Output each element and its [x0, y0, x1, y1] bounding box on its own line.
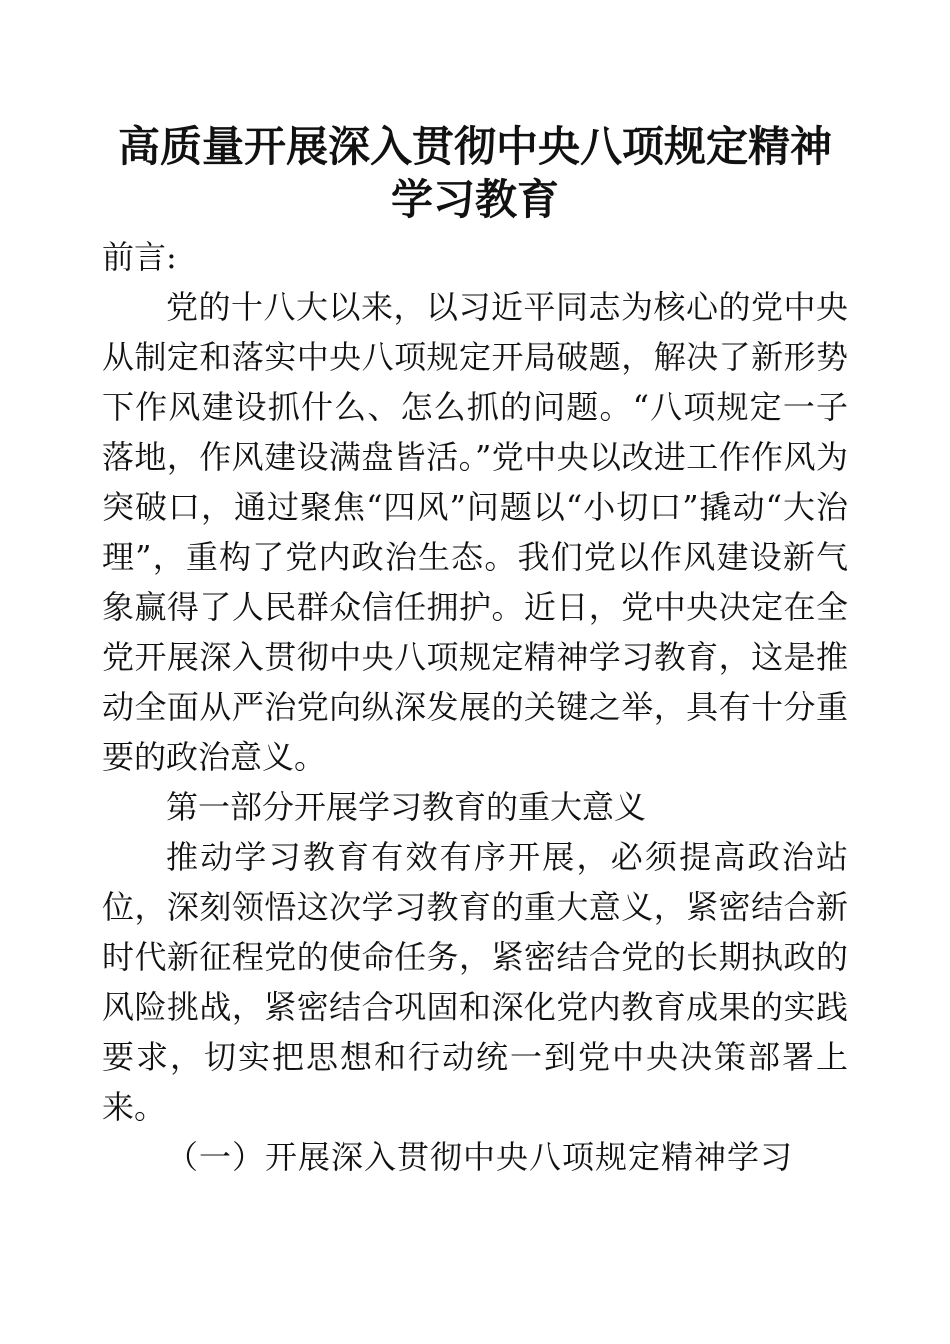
paragraph-significance: 推动学习教育有效有序开展，必须提高政治站位，深刻领悟这次学习教育的重大意义，紧密结合新时代新征程党的使命任务，紧密结合党的长期执政的风险挑战，紧密结合巩固和深化党内教育成果的实践要求，切实把思想和行动统一到党中央决策部署上来。 — [102, 838, 848, 1126]
subsection-heading-one: （一）开展深入贯彻中央八项规定精神学习 — [166, 1138, 794, 1176]
section-heading-part-one: 第一部分开展学习教育的重大意义 — [166, 788, 647, 826]
preface-label: 前言: — [102, 238, 177, 276]
document-title: 高质量开展深入贯彻中央八项规定精神学习教育 — [117, 122, 832, 224]
paragraph-intro: 党的十八大以来，以习近平同志为核心的党中央从制定和落实中央八项规定开局破题，解决了新形势下作风建设抓什么、怎么抓的问题。“八项规定一子落地，作风建设满盘皆活。”党中央以改进工作作风为突破口，通过聚焦“四风”问题以“小切口”撬动“大治理”，重构了党内政治生态。我们党以作风建设新气象赢得了人民群众信任拥护。近日，党中央决定在全党开展深入贯彻中央八项规定精神学习教育，这是推动全面从严治党向纵深发展的关键之举，具有十分重要的政治意义。 — [102, 288, 848, 776]
document-page — [102, 120, 848, 1182]
